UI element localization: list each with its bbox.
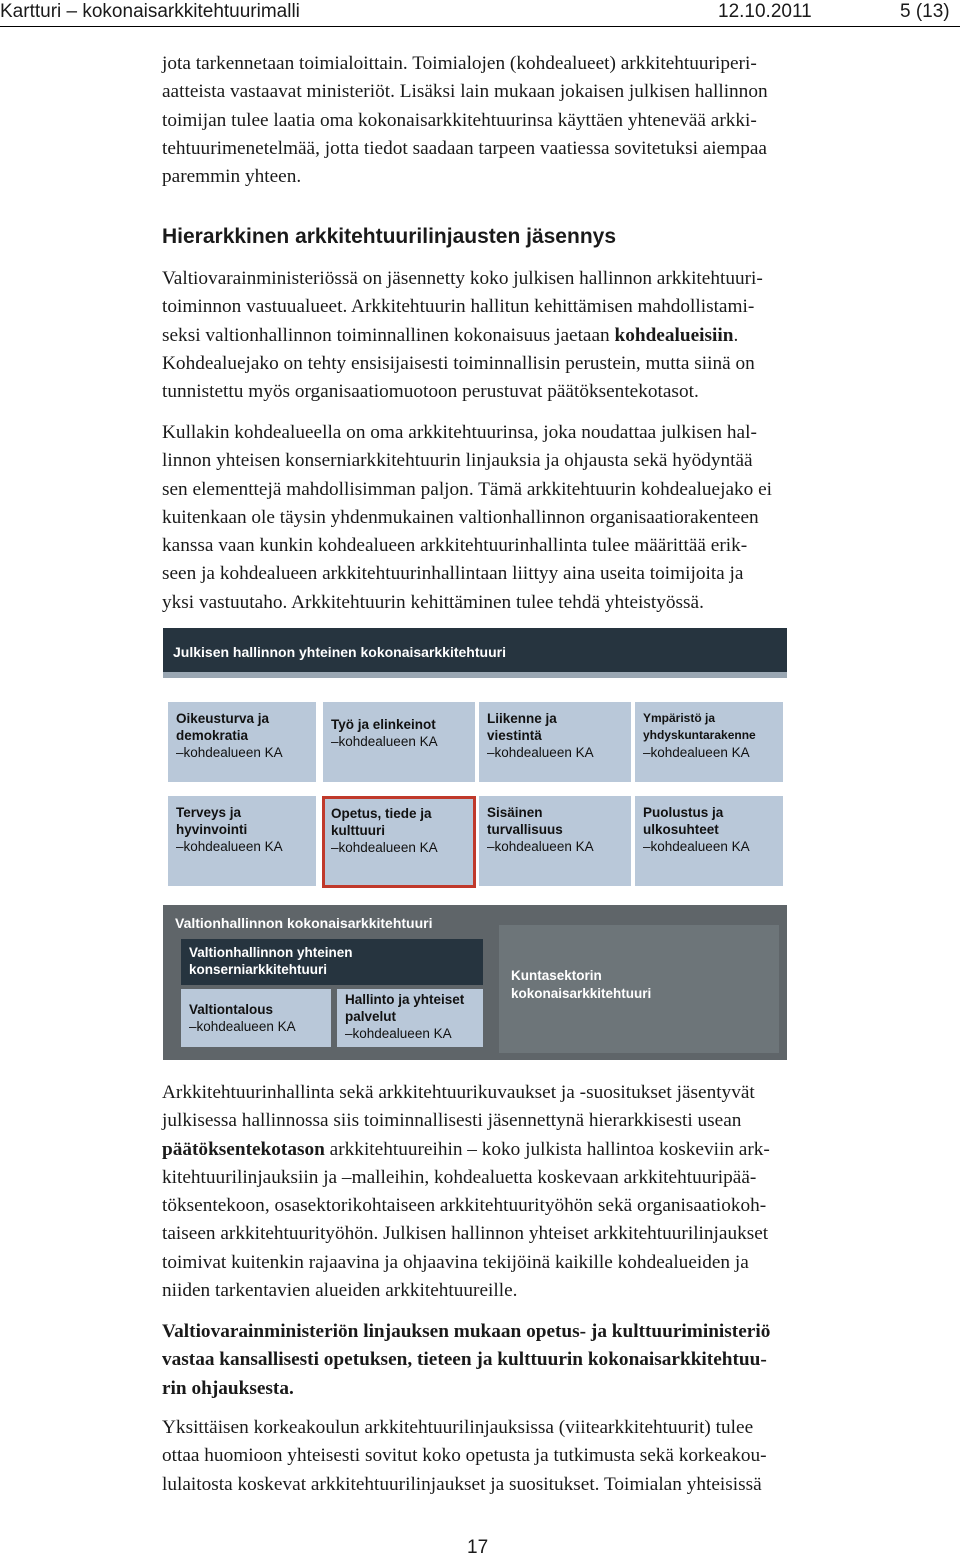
state-ka-title: Valtionhallinnon kokonaisarkkitehtuuri: [175, 915, 433, 931]
text-line: [162, 322, 952, 350]
tile-sub: –kohdealueen KA: [487, 745, 594, 760]
text-line: niiden tarkentavien alueiden arkkitehtuureille.: [162, 1280, 518, 1302]
tile-title: Sisäinen turvallisuus: [487, 805, 563, 837]
bold-paragraph: [162, 1318, 952, 1403]
domain-tile: [168, 796, 316, 886]
tile-sub: –kohdealueen KA: [643, 745, 750, 760]
text-line: paremmin yhteen.: [162, 166, 302, 188]
text-line: toimivat kuitenkin rajaavina ja ohjaavina tekijöinä kaikille kohdealueiden ja: [162, 1251, 749, 1273]
text-line: Kohdealuejako on tehty ensisijaisesti toiminnallisin perustein, mutta siinä on: [162, 352, 755, 374]
header-page: 5 (13): [900, 1, 950, 22]
domain-tile: [635, 796, 783, 886]
bold-term: kohdealueisiin: [614, 324, 734, 346]
domain-tile: [168, 702, 316, 782]
tile-title: Terveys ja hyvinvointi: [176, 805, 248, 837]
diagram-title: Julkisen hallinnon yhteinen kokonaisarkkitehtuuri: [163, 628, 787, 678]
text-line: ottaa huomioon yhteisesti sovitut koko opetusta ja tutkimusta sekä korkeakou-: [162, 1445, 767, 1467]
text-span: arkkitehtuureihin – koko julkista hallintoa koskeviin ark-: [324, 1138, 770, 1160]
state-domain-box: [337, 989, 483, 1047]
text-line: Kullakin kohdealueella on oma arkkitehtuurinsa, joka noudattaa julkisen hal-: [162, 422, 757, 443]
tile-title: Puolustus ja ulkosuhteet: [643, 805, 724, 837]
tile-sub: –kohdealueen KA: [176, 839, 283, 854]
paragraph-4: [162, 1079, 952, 1305]
box-sub: –kohdealueen KA: [345, 1026, 452, 1041]
architecture-diagram: [163, 628, 787, 890]
header-title: Kartturi – kokonaisarkkitehtuurimalli: [0, 1, 300, 22]
text-line: sen elementtejä mahdollisimman paljon. Tämä arkkitehtuurin kohdealuejako ei: [162, 478, 773, 500]
tile-title: Työ ja elinkeinot: [331, 717, 436, 732]
municipal-ka-box: Kuntasektorin kokonaisarkkitehtuuri: [499, 925, 779, 1053]
text-line: yksi vastuutaho. Arkkitehtuurin kehittäminen tulee tehdä yhteistyössä.: [162, 591, 704, 613]
domain-tile: [323, 702, 475, 782]
text-line: tehtuurimenetelmää, jotta tiedot saadaan tarpeen vaatiessa sovitetuksi aiempaa: [162, 137, 767, 159]
text-span: seksi valtionhallinnon toiminnallinen kokonaisuus jaetaan: [162, 324, 615, 346]
text-span: .: [733, 324, 739, 346]
tile-title: Opetus, tiede ja kulttuuri: [331, 806, 432, 838]
text-line: töksentekoon, osasektorikohtaiseen arkkitehtuurityöhön sekä organisaatiokoh-: [162, 1195, 767, 1217]
text-line: taiseen arkkitehtuurityöhön. Julkisen hallinnon yhteiset arkkitehtuurilinjaukset: [162, 1223, 769, 1245]
tile-sub: –kohdealueen KA: [331, 840, 438, 855]
domain-tile: [479, 796, 631, 886]
tile-title: Liikenne ja viestintä: [487, 711, 557, 743]
state-domain-box: [181, 989, 331, 1047]
text-line: kuitenkaan ole täysin yhdenmukainen valtionhallinnon organisaatiorakenteen: [162, 506, 759, 528]
text-line: aatteista vastaavat ministeriöt. Lisäksi lain mukaan jokaisen julkisen hallinnon: [162, 81, 768, 103]
text-line: tunnistettu myös organisaatiomuotoon perustuvat päätöksentekotasot.: [162, 381, 699, 403]
text-line: kitehtuurilinjauksiin ja –malleihin, kohdealuetta koskevaan arkkitehtuuripää-: [162, 1166, 757, 1188]
page-number: 17: [467, 1537, 489, 1558]
box-sub: –kohdealueen KA: [189, 1019, 296, 1034]
tile-title: Ympäristö ja yhdyskuntarakenne: [643, 711, 756, 742]
text-line: rin ohjauksesta.: [162, 1377, 294, 1399]
bold-term: päätöksentekotason: [162, 1138, 325, 1160]
text-line: Valtiovarainministeriössä on jäsennetty koko julkisen hallinnon arkkitehtuuri-: [162, 268, 763, 289]
text-line: [162, 1136, 952, 1164]
state-common-box: Valtionhallinnon yhteinen konserniarkkitehtuuri: [181, 939, 483, 985]
intro-paragraph: [162, 50, 952, 191]
tile-title: Oikeusturva ja demokratia: [176, 711, 270, 743]
tile-sub: –kohdealueen KA: [331, 734, 438, 749]
text-line: Valtiovarainministeriön linjauksen mukaan opetus- ja kulttuuriministeriö: [162, 1321, 771, 1342]
box-title: Hallinto ja yhteiset palvelut: [345, 992, 465, 1024]
text-line: jota tarkennetaan toimialoittain. Toimialojen (kohdealueet) arkkitehtuuriperi-: [162, 53, 757, 74]
tile-sub: –kohdealueen KA: [176, 745, 283, 760]
tile-sub: –kohdealueen KA: [487, 839, 594, 854]
state-municipal-diagram: [163, 905, 787, 1060]
domain-tile: [635, 702, 783, 782]
paragraph-2: [162, 265, 952, 406]
tile-sub: –kohdealueen KA: [643, 839, 750, 854]
domain-tile: [479, 702, 631, 782]
text-line: lulaitosta koskevat arkkitehtuurilinjaukset ja suositukset. Toimialan yhteisissä: [162, 1473, 762, 1495]
text-line: vastaa kansallisesti opetuksen, tieteen ja kulttuurin kokonaisarkkitehtuu-: [162, 1349, 767, 1371]
domain-tile-highlighted: [322, 796, 476, 888]
text-line: seen ja kohdealueen arkkitehtuurinhallintaan liittyy aina useita toimijoita ja: [162, 563, 744, 585]
section-heading: Hierarkkinen arkkitehtuurilinjausten jäsennys: [162, 225, 617, 248]
paragraph-3: [162, 419, 952, 617]
page-header: [0, 0, 960, 27]
text-line: toiminnon vastuualueet. Arkkitehtuurin hallitun kehittämisen mahdollistami-: [162, 296, 755, 318]
header-date: 12.10.2011: [718, 1, 812, 22]
box-title: Valtiontalous: [189, 1002, 274, 1017]
text-line: Arkkitehtuurinhallinta sekä arkkitehtuurikuvaukset ja -suositukset jäsentyvät: [162, 1082, 755, 1103]
text-line: Yksittäisen korkeakoulun arkkitehtuurilinjauksissa (viitearkkitehtuurit) tulee: [162, 1417, 754, 1438]
text-line: julkisessa hallinnossa siis toiminnallisesti jäsennettynä hierarkkisesti usean: [162, 1110, 742, 1132]
last-paragraph: [162, 1414, 952, 1499]
text-line: toimijan tulee laatia oma kokonaisarkkitehtuurinsa käyttäen yhtenevää arkki-: [162, 109, 757, 131]
text-line: kanssa vaan kunkin kohdealueen arkkitehtuurinhallinta tulee määrittää erik-: [162, 535, 748, 557]
text-line: linnon yhteisen konserniarkkitehtuurin linjauksia ja ohjausta sekä hyödyntää: [162, 450, 753, 472]
